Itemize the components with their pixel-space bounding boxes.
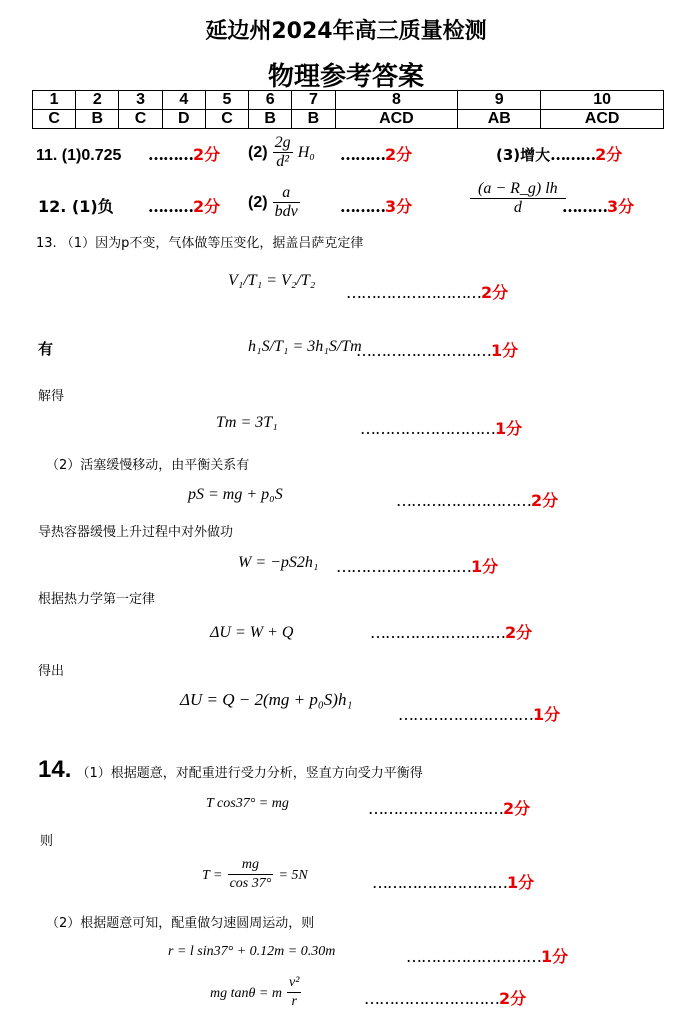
q11-fraction [273, 134, 293, 171]
q12-fraction3 [470, 180, 566, 217]
q13-eq6-dots: ……………………… [370, 623, 505, 642]
q11-dots2: ……… [340, 145, 385, 164]
q12-num: a [273, 184, 300, 203]
q12-dots3-wrap [562, 194, 634, 217]
q13-eq5-score: 1分 [471, 557, 499, 576]
q14-eq2-fraction [228, 856, 274, 893]
answer-table-number-cell: 5 [205, 91, 248, 110]
q14-eq4-dots: ……………………… [364, 989, 499, 1008]
q14-eq4-num: v² [287, 974, 301, 993]
q12-dots2-wrap [340, 194, 412, 217]
answer-table-answer-cell: AB [458, 110, 541, 129]
q12-part1: 12. (1)负 [38, 197, 114, 216]
q13-eq2-dots: ……………………… [356, 341, 491, 360]
q14-eq3-dots: ……………………… [406, 947, 541, 966]
q13-text5: 导热容器缓慢上升过程中对外做功 [38, 525, 234, 540]
answer-table-number-cell: 7 [292, 91, 335, 110]
q14-intro-line [38, 756, 423, 784]
q14-eq4-left: mg tanθ = m [210, 986, 282, 1001]
answer-table-number-cell: 10 [541, 91, 664, 110]
answer-table-answer-cell: C [205, 110, 248, 129]
answer-table-answer-cell: B [249, 110, 292, 129]
q14-eq2-right: = 5N [278, 868, 308, 883]
q14-eq4-score-wrap [364, 986, 526, 1009]
q11-den: d² [276, 153, 290, 170]
answer-table-number-cell: 1 [33, 91, 76, 110]
document-title: 延边州2024年高三质量检测 [205, 19, 487, 44]
q14-eq2-score: 1分 [507, 873, 535, 892]
q11-tail: H₀ [297, 144, 315, 161]
q14-number: 14. [38, 756, 72, 783]
q14-eq2-score-wrap [372, 870, 534, 893]
answer-table-number-cell: 6 [249, 91, 292, 110]
q13-eq2-score: 1分 [491, 341, 519, 360]
q13-eq5-dots: ……………………… [336, 557, 471, 576]
q14-eq2-left: T = [202, 868, 223, 883]
q13-eq2-score-wrap [356, 338, 518, 361]
q13-text6: 根据热力学第一定律 [38, 592, 156, 607]
q12-score2: 3分 [385, 197, 413, 216]
q13-eq6-score: 2分 [505, 623, 533, 642]
q14-eq2-den: cos 37° [229, 876, 272, 891]
answer-table-number-cell: 9 [458, 91, 541, 110]
q13-eq2: h₁S/T₁ = 3h₁S/Tm [248, 338, 362, 355]
q12-part2-label: (2) [248, 194, 268, 211]
q13-eq4-score: 2分 [531, 491, 559, 510]
q14-eq1-dots: ……………………… [368, 799, 503, 818]
q13-eq3-dots: ……………………… [360, 419, 495, 438]
answer-table-answer-row [33, 110, 664, 129]
q11-part2 [248, 134, 315, 171]
q13-eq4-dots: ……………………… [396, 491, 531, 510]
q13-eq4-score-wrap [396, 488, 558, 511]
answer-table-number-row [33, 91, 664, 110]
q11-part3 [496, 142, 622, 165]
answer-table-answer-cell: C [33, 110, 76, 129]
q13-eq3-score-wrap [360, 416, 522, 439]
q12-dots2: ……… [340, 197, 385, 216]
q13-eq1: V₁/T₁ = V₂/T₂ [228, 272, 316, 289]
q13-eq7-score: 1分 [533, 705, 561, 724]
answer-table-answer-cell: D [162, 110, 205, 129]
q14-eq2-num: mg [228, 856, 274, 875]
q14-eq3: r = l sin37° + 0.12m = 0.30m [168, 944, 336, 959]
answer-table-number-cell: 8 [335, 91, 458, 110]
q11-num: 2g [274, 134, 291, 151]
q14-part2: （2）根据题意可知，配重做匀速圆周运动，则 [46, 916, 315, 931]
q13-part2: （2）活塞缓慢移动，由平衡关系有 [46, 458, 250, 473]
q14-eq2 [202, 856, 308, 893]
q11-score1: 2分 [193, 145, 221, 164]
q14-eq1-score: 2分 [503, 799, 531, 818]
q13-eq5-score-wrap [336, 554, 498, 577]
q11-part1: 11. (1)0.725 [36, 147, 122, 164]
q12-dots3: ……… [562, 197, 607, 216]
q13-eq7: ΔU = Q − 2(mg + p₀S)h₁ [180, 690, 353, 709]
q12-line [38, 194, 114, 217]
q11-dots1-wrap [148, 142, 220, 165]
q14-eq4-score: 2分 [499, 989, 527, 1008]
q13-eq3-score: 1分 [495, 419, 523, 438]
q14-eq3-score-wrap [406, 944, 568, 967]
q12-score1: 2分 [193, 197, 221, 216]
q12-score3: 3分 [607, 197, 635, 216]
answer-table-answer-cell: C [119, 110, 162, 129]
q13-intro: 13. （1）因为p不变，气体做等压变化，据盖吕萨克定律 [36, 236, 364, 251]
q14-eq4-den: r [291, 994, 297, 1009]
q13-eq1-score-wrap [346, 280, 508, 303]
answer-table-number-cell: 4 [162, 91, 205, 110]
q12-den3: d [513, 199, 522, 216]
q12-num3: (a − R_g) lh [470, 180, 566, 199]
q12-part3 [470, 180, 566, 217]
q11-dots2-wrap [340, 142, 412, 165]
q14-ze: 则 [40, 834, 54, 849]
q14-eq1-score-wrap [368, 796, 530, 819]
q13-eq4: pS = mg + p₀S [188, 486, 283, 503]
document-subtitle: 物理参考答案 [267, 62, 424, 92]
q11-part3-label: (3)增大 [496, 146, 551, 164]
q11-score2: 2分 [385, 145, 413, 164]
q13-eq6-score-wrap [370, 620, 532, 643]
answer-table-answer-cell: ACD [335, 110, 458, 129]
q14-eq4-fraction [287, 974, 301, 1011]
answer-table-answer-cell: ACD [541, 110, 664, 129]
q13-eq1-score: 2分 [481, 283, 509, 302]
answer-table-answer-cell: B [292, 110, 335, 129]
q11-part2-label: (2) [248, 144, 268, 161]
q13-you: 有 [38, 340, 54, 358]
answer-table-number-cell: 3 [119, 91, 162, 110]
answer-table-number-cell: 2 [76, 91, 119, 110]
q13-jiede: 解得 [38, 389, 65, 404]
q11-line [36, 145, 121, 165]
q13-eq7-dots: ……………………… [398, 705, 533, 724]
answer-table-answer-cell: B [76, 110, 119, 129]
q13-eq1-dots: ……………………… [346, 283, 481, 302]
q11-dots3: ……… [550, 145, 596, 164]
q12-fraction [273, 184, 300, 221]
q13-eq7-score-wrap [398, 702, 560, 725]
q11-dots1: ……… [148, 145, 193, 164]
q12-den: bdv [274, 203, 298, 220]
q14-eq3-score: 1分 [541, 947, 569, 966]
q14-eq4 [210, 974, 301, 1011]
q12-part2 [248, 184, 300, 221]
answer-table [32, 90, 664, 129]
q13-eq3: Tm = 3T₁ [216, 414, 278, 431]
q14-intro: （1）根据题意，对配重进行受力分析，竖直方向受力平衡得 [76, 766, 423, 781]
q12-dots1-wrap [148, 194, 220, 217]
q14-eq2-dots: ……………………… [372, 873, 507, 892]
q12-dots1: ……… [148, 197, 193, 216]
q13-text7: 得出 [38, 664, 65, 679]
q11-score3: 2分 [595, 145, 623, 164]
q13-eq6: ΔU = W + Q [210, 624, 294, 641]
q14-eq1: T cos37° = mg [206, 796, 289, 811]
q13-eq5: W = −pS2h₁ [238, 554, 319, 571]
